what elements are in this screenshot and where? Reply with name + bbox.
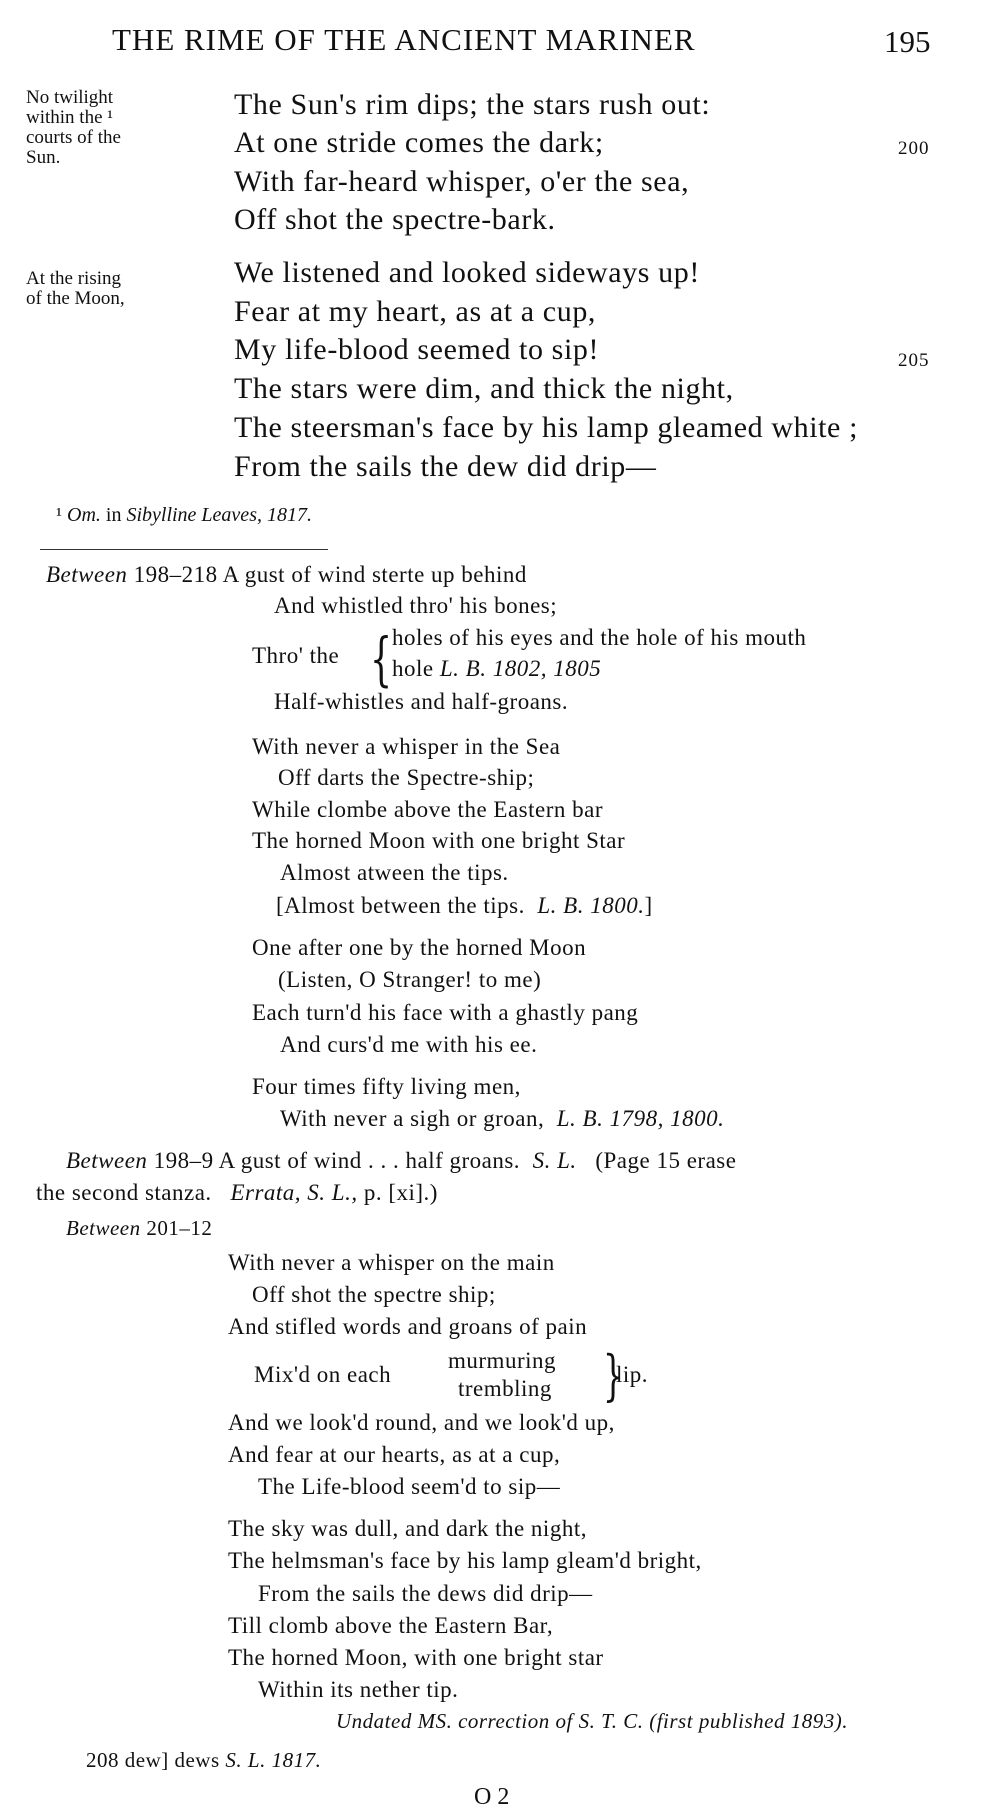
- variant-heading: [66, 1148, 736, 1174]
- variant-line: And fear at our hearts, as at a cup,: [228, 1442, 561, 1467]
- running-title: THE RIME OF THE ANCIENT MARINER: [112, 22, 696, 57]
- variant-line: The Life-blood seem'd to sip—: [258, 1474, 561, 1499]
- variant-line: A gust of wind sterte up behind: [222, 562, 527, 587]
- variant-line: Half-whistles and half-groans.: [274, 689, 569, 714]
- page-number: 195: [884, 24, 931, 59]
- variant-line: From the sails the dews did drip—: [258, 1581, 593, 1606]
- gloss-line: At the rising: [26, 268, 121, 289]
- variant-line: The horned Moon with one bright Star: [252, 828, 626, 853]
- footnote-rule: [40, 549, 328, 550]
- variant-line: With never a whisper on the main: [228, 1250, 555, 1275]
- variant-line: [36, 1180, 438, 1206]
- variant-source: S. L.: [532, 1148, 577, 1173]
- footnote-marker: ¹: [56, 504, 62, 526]
- gloss-line: of the Moon,: [26, 288, 125, 309]
- variant-line: Off shot the spectre ship;: [252, 1282, 496, 1307]
- variant-alt-word: hole: [392, 656, 434, 681]
- poem-line: The steersman's face by his lamp gleamed white ;: [234, 411, 859, 444]
- variant-line: The helmsman's face by his lamp gleam'd bright,: [228, 1548, 702, 1573]
- variant-alt-line: holes of his eyes and the hole of his mouth: [392, 625, 807, 650]
- variant-mixd: Mix'd on each: [254, 1362, 392, 1387]
- gloss-line: No twilight: [26, 87, 114, 108]
- variant-line: Within its nether tip.: [258, 1677, 459, 1702]
- variant-heading: [86, 1748, 321, 1773]
- variant-text: dews: [174, 1748, 220, 1772]
- variant-source: S. L. 1817.: [225, 1748, 322, 1772]
- signature-mark: O 2: [474, 1784, 510, 1810]
- variant-line: And curs'd me with his ee.: [280, 1032, 538, 1057]
- poem-line: Fear at my heart, as at a cup,: [234, 295, 597, 328]
- variant-line: Almost atween the tips.: [280, 860, 509, 885]
- variant-line: While clombe above the Eastern bar: [252, 797, 603, 822]
- poem-line: My life-blood seemed to sip!: [234, 333, 600, 366]
- variant-text: p. [xi].): [363, 1180, 438, 1205]
- line-number: 205: [898, 350, 930, 371]
- variant-source: L. B. 1798, 1800.: [556, 1106, 725, 1131]
- variant-range: 201–12: [146, 1216, 213, 1240]
- gloss-line: Sun.: [26, 147, 61, 168]
- variant-text: the second stanza.: [36, 1180, 212, 1205]
- brace-icon: {: [602, 1344, 624, 1407]
- variant-text: (Page 15 erase: [595, 1148, 737, 1173]
- variant-text: With never a sigh or groan,: [280, 1106, 545, 1131]
- side-gloss-twilight: [26, 88, 121, 168]
- gloss-line: courts of the: [26, 127, 121, 148]
- variant-heading: [46, 562, 527, 588]
- poem-line: Off shot the spectre-bark.: [234, 203, 556, 236]
- variant-range: 198–9: [153, 1148, 214, 1173]
- poem-line: The stars were dim, and thick the night,: [234, 372, 734, 405]
- variant-attribution: Undated MS. correction of S. T. C. (first published 1893).: [336, 1709, 848, 1733]
- variant-source: Errata, S. L.,: [230, 1180, 358, 1205]
- variant-lip: lip.: [616, 1362, 649, 1387]
- footnote: [56, 504, 312, 527]
- footnote-in: in: [105, 504, 122, 526]
- poem-line: The Sun's rim dips; the stars rush out:: [234, 88, 711, 121]
- variant-line: Off darts the Spectre-ship;: [278, 765, 535, 790]
- variant-option: murmuring: [448, 1348, 556, 1373]
- variant-line: And whistled thro' his bones;: [274, 593, 558, 618]
- poem-line: With far-heard whisper, o'er the sea,: [234, 165, 690, 198]
- variant-option: trembling: [458, 1376, 552, 1401]
- variant-line: Till clomb above the Eastern Bar,: [228, 1613, 554, 1638]
- variant-line: The sky was dull, and dark the night,: [228, 1516, 587, 1541]
- variant-line: [276, 893, 653, 919]
- variant-label: Between: [66, 1148, 148, 1173]
- variant-alt-line: [392, 656, 601, 682]
- variant-heading: [66, 1216, 212, 1241]
- variant-bracket-close: ]: [644, 893, 653, 918]
- footnote-om: Om.: [67, 504, 101, 526]
- variant-label: Between: [66, 1216, 141, 1240]
- variant-bracket-text: [Almost between the tips.: [276, 893, 525, 918]
- variant-text: dew]: [124, 1748, 169, 1772]
- footnote-title: Sibylline Leaves, 1817.: [126, 504, 312, 526]
- variant-line: (Listen, O Stranger! to me): [278, 967, 542, 992]
- poem-line: We listened and looked sideways up!: [234, 256, 700, 289]
- variant-line: [280, 1106, 724, 1132]
- poem-line: From the sails the dew did drip—: [234, 450, 657, 483]
- variant-line: Each turn'd his face with a ghastly pang: [252, 1000, 639, 1025]
- variant-line: And we look'd round, and we look'd up,: [228, 1410, 615, 1435]
- variant-line: One after one by the horned Moon: [252, 935, 587, 960]
- variant-range: 208: [86, 1748, 119, 1772]
- line-number: 200: [898, 138, 930, 159]
- variant-line: With never a whisper in the Sea: [252, 734, 561, 759]
- poem-line: At one stride comes the dark;: [234, 126, 604, 159]
- variant-line: The horned Moon, with one bright star: [228, 1645, 604, 1670]
- variant-range: 198–218: [133, 562, 218, 587]
- variant-text: A gust of wind . . . half groans.: [218, 1148, 521, 1173]
- brace-icon: {: [370, 625, 393, 693]
- variant-line: Four times fifty living men,: [252, 1074, 521, 1099]
- variant-label: Between: [46, 562, 128, 587]
- variant-line: And stifled words and groans of pain: [228, 1314, 588, 1339]
- gloss-line: within the ¹: [26, 107, 113, 128]
- side-gloss-moon: [26, 269, 125, 309]
- variant-source: L. B. 1800.: [537, 893, 645, 918]
- variant-thro-the: Thro' the: [252, 643, 340, 668]
- variant-source: L. B. 1802, 1805: [439, 656, 602, 681]
